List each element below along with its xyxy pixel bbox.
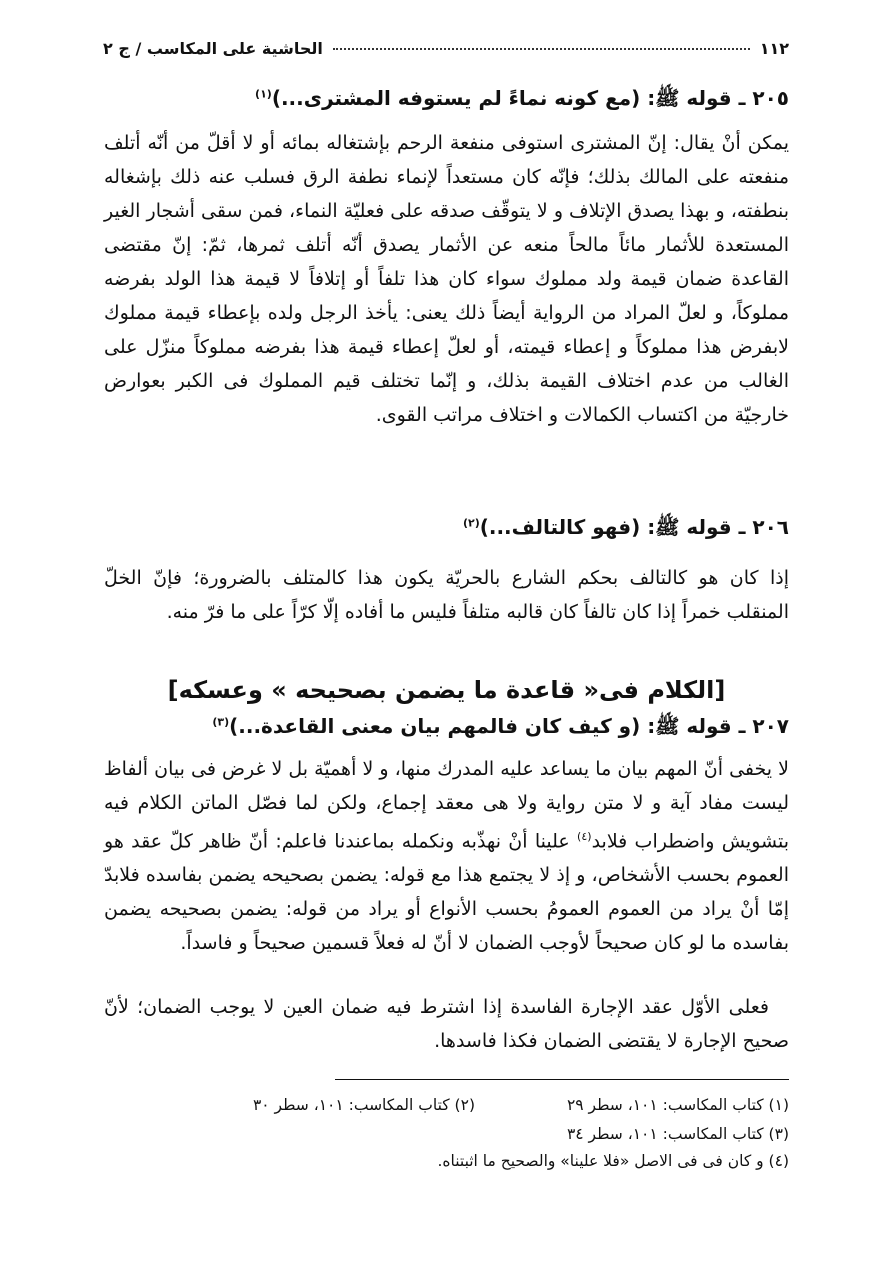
paragraph-1-part-a: لا يخفى أنّ المهم بيان ما يساعد عليه المدرك منها، و لا أهميّة بل لا غرض فى بيان ألفاظ ليست مفاد آية و لا متن رواية ولا هى معقد إجماع، ولكن لما فصّل الماتن الكلام فيه بتشويش واضطراب فلابد (104, 758, 789, 853)
section-207-heading (104, 714, 789, 743)
section-205-heading-text: ٢٠٥ ـ قوله ﷺ: (مع كونه نماءً لم يستوفه المشترى...) (271, 86, 789, 110)
paragraph-1-part-b: علينا أنْ نهذّبه ونكمله بماعندنا فاعلم: أنّ ظاهر كلّ عقد هو العموم بحسب الأشخاص، و إذ لا يجتمع هذا مع قوله: يضمن بصحيحه يضمن بفاسده فلابدّ إمّا أنْ يراد من العموم العمومُ بحسب الأنواع أو يراد من قوله: يضمن بصحيحه يضمن بفاسده ما لو كان صحيحاً لأوجب الضمان لا أنّ له فعلاً قسمين صحيحاً و فاسداً. (104, 830, 789, 955)
footnote-ref-2: (٢) (462, 516, 480, 530)
section-205-paragraph: يمكن أنْ يقال: إنّ المشترى استوفى منفعة الرحم بإشتغاله بمائه أو لا أقلّ من أنّه أتلف منفعته على المالك بذلك؛ فإنّه كان مستعداً لإنماء نطفة الرق فسلب عنه ذلك بإشغاله بنطفته، و بهذا يصدق الإتلاف و لا يتوقّف صدقه على فعليّة النماء، فمن سقى أشجار الغير المستعدة للأثمار مائاً مالحاً منعه عن الأثمار يصدق أنّه أتلف ثمرها، ثمّ: إنّ مقتضى القاعدة ضمان قيمة ولد مملوك سواء كان هذا تلفاً أو إتلافاً لا قيمة هذا الولد بفرضه مملوكاً، و لعلّ المراد من الرواية أيضاً ذلك يعنى: يأخذ الرجل ولده بإعطاء قيمة مملوك لابفرض هذا مملوكاً و إعطاء قيمته، أو لعلّ إعطاء قيمة هذا بفرضه مملوكاً منزّل على الغالب من عدم اختلاف القيمة بذلك، و إنّما تختلف قيم المملوك فى الكبر بعوارض خارجيّة من اكتساب الكمالات و اختلاف مراتب القوى. (104, 132, 789, 426)
running-title: الحاشية على المكاسب / ج ٢ (103, 38, 323, 58)
section-206-heading (104, 515, 789, 544)
page-number: ١١٢ (759, 38, 789, 58)
page-header (103, 36, 789, 60)
section-207-heading-text: ٢٠٧ ـ قوله ﷺ: (و كيف كان فالمهم بيان معنى القاعدة...) (229, 714, 789, 738)
footnote-ref-3: (٣) (212, 715, 230, 729)
footnote-3: (٣) كتاب المكاسب: ١٠١، سطر ٣٤ (566, 1125, 789, 1143)
section-205-heading (104, 86, 789, 115)
footnote-4: (٤) و كان فى فى الاصل «فلا علينا» والصحيح ما اثبتناه. (437, 1152, 789, 1170)
chapter-title: [الكلام فى« قاعدة ما يضمن بصحيحه » وعسكه] (167, 676, 726, 704)
section-206-heading-text: ٢٠٦ ـ قوله ﷺ: (فهو كالتالف...) (479, 515, 789, 539)
section-207-paragraph-1 (104, 752, 789, 960)
footnote-1: (١) كتاب المكاسب: ١٠١، سطر ٢٩ (566, 1096, 789, 1114)
footnote-ref-1: (١) (255, 87, 272, 101)
footnote-2: (٢) كتاب المكاسب: ١٠١، سطر ٣٠ (252, 1096, 475, 1114)
leader-dots (333, 38, 750, 50)
section-207-paragraph-2: فعلى الأوّل عقد الإجارة الفاسدة إذا اشترط فيه ضمان العين لا يوجب الضمان؛ لأنّ صحيح الإجارة لا يقتضى الضمان فكذا فاسدها. (104, 996, 789, 1052)
footnote-ref-4: (٤) (577, 830, 592, 843)
footnote-separator (335, 1079, 789, 1080)
section-206-paragraph: إذا كان هو كالتالف بحكم الشارع بالحريّة يكون هذا كالمتلف بالضرورة؛ فإنّ الخلّ المنقلب خمراً إذا كان تالفاً كان قالبه متلفاً فليس ما أفاده إلّا كرّاً على ما فرّ منه. (104, 567, 789, 623)
